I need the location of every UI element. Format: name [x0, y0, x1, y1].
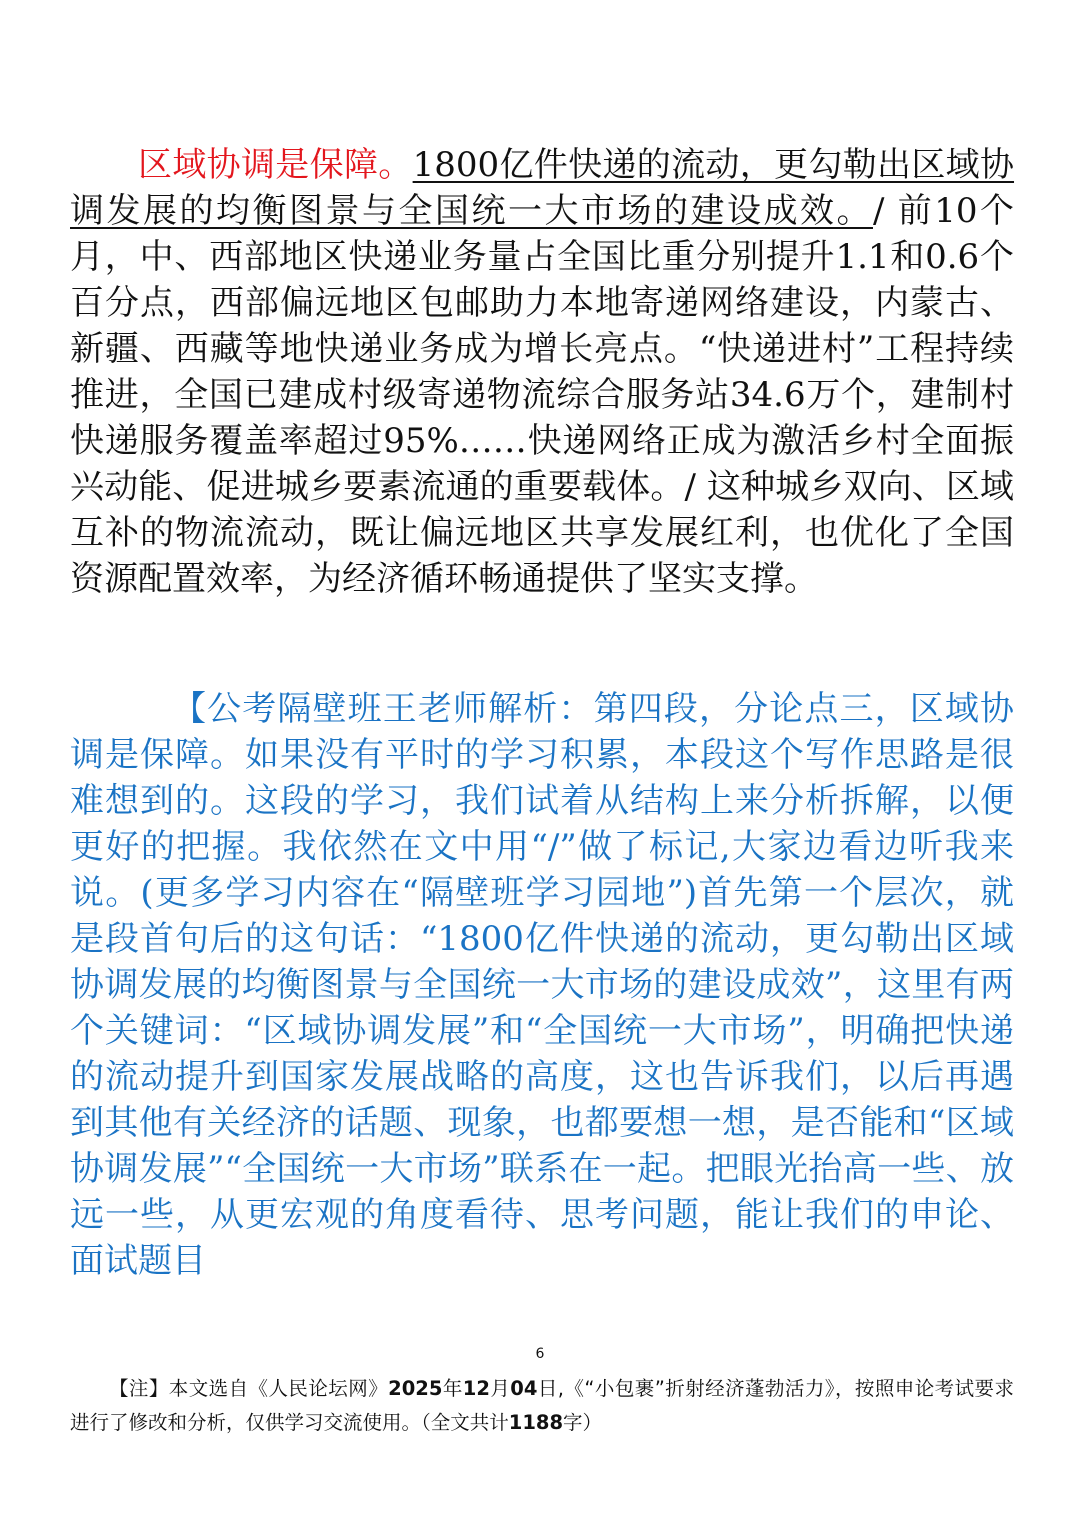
footnote-month: 12 [462, 1377, 490, 1400]
paragraph-body-part-1: / 前10个月，中、西部地区快递业务量占全国比重分别提升1.1和0.6个百分点，西部偏远地区包邮助力本地寄递网络建设，内蒙古、新疆、西藏等地快递业务成为增长亮点。“快递进村”工程持续推进，全国已建成村级寄递物流综合服务站34.6万个，建制村快递服务覆盖率超过95%……快递网络正成为激活乡村全面振兴动能、促进城乡要素流通的重要载体。 [70, 191, 1015, 507]
footnote-day: 04 [510, 1377, 538, 1400]
footnote-text: 年 [442, 1377, 463, 1400]
paragraph-body-part-2: / 这种城乡双向、区域互补的物流流动，既让偏远地区共享发展红利，也优化了全国资源配置效率，为经济循环畅通提供了坚实支撑。 [70, 467, 1015, 599]
footnote-text: 月 [489, 1377, 511, 1400]
footnote-year: 2025 [388, 1377, 443, 1400]
footnote-word-count: 1188 [508, 1411, 564, 1434]
teacher-analysis-paragraph [70, 686, 1014, 1284]
footnote-text: 日,《“小包裹”折射经济蓬勃活力》，按照申论考试要求进行了修改和分析，仅供学习交流使用。（全文共计 [70, 1377, 1014, 1434]
footnote [70, 1372, 1014, 1440]
footnote-text: 字） [563, 1411, 603, 1434]
footnote-source: 【注】本文选自《人民论坛网》 [109, 1377, 389, 1400]
sub-argument-heading: 区域协调是保障。 [138, 145, 413, 185]
article-paragraph [70, 142, 1014, 602]
underlined-key-sentence: 1800亿件快递的流动，更勾勒出区域协调发展的均衡图景与全国统一大市场的建设成效。 [70, 145, 1015, 231]
page-number: 6 [535, 1346, 545, 1362]
analysis-text: 【公考隔壁班王老师解析：第四段，分论点三，区域协调是保障。如果没有平时的学习积累，本段这个写作思路是很难想到的。这段的学习，我们试着从结构上来分析拆解，以便更好的把握。我依然在文中用“/”做了标记,大家边看边听我来说。(更多学习内容在“隔壁班学习园地”)首先第一个层次，就是段首句后的这句话：“1800亿件快递的流动，更勾勒出区域协调发展的均衡图景与全国统一大市场的建设成效”，这里有两个关键词：“区域协调发展”和“全国统一大市场”，明确把快递的流动提升到国家发展战略的高度，这也告诉我们，以后再遇到其他有关经济的话题、现象，也都要想一想，是否能和“区域协调发展”“全国统一大市场”联系在一起。把眼光抬高一些、放远一些，从更宏观的角度看待、思考问题，能让我们的申论、面试题目 [70, 689, 1014, 1281]
